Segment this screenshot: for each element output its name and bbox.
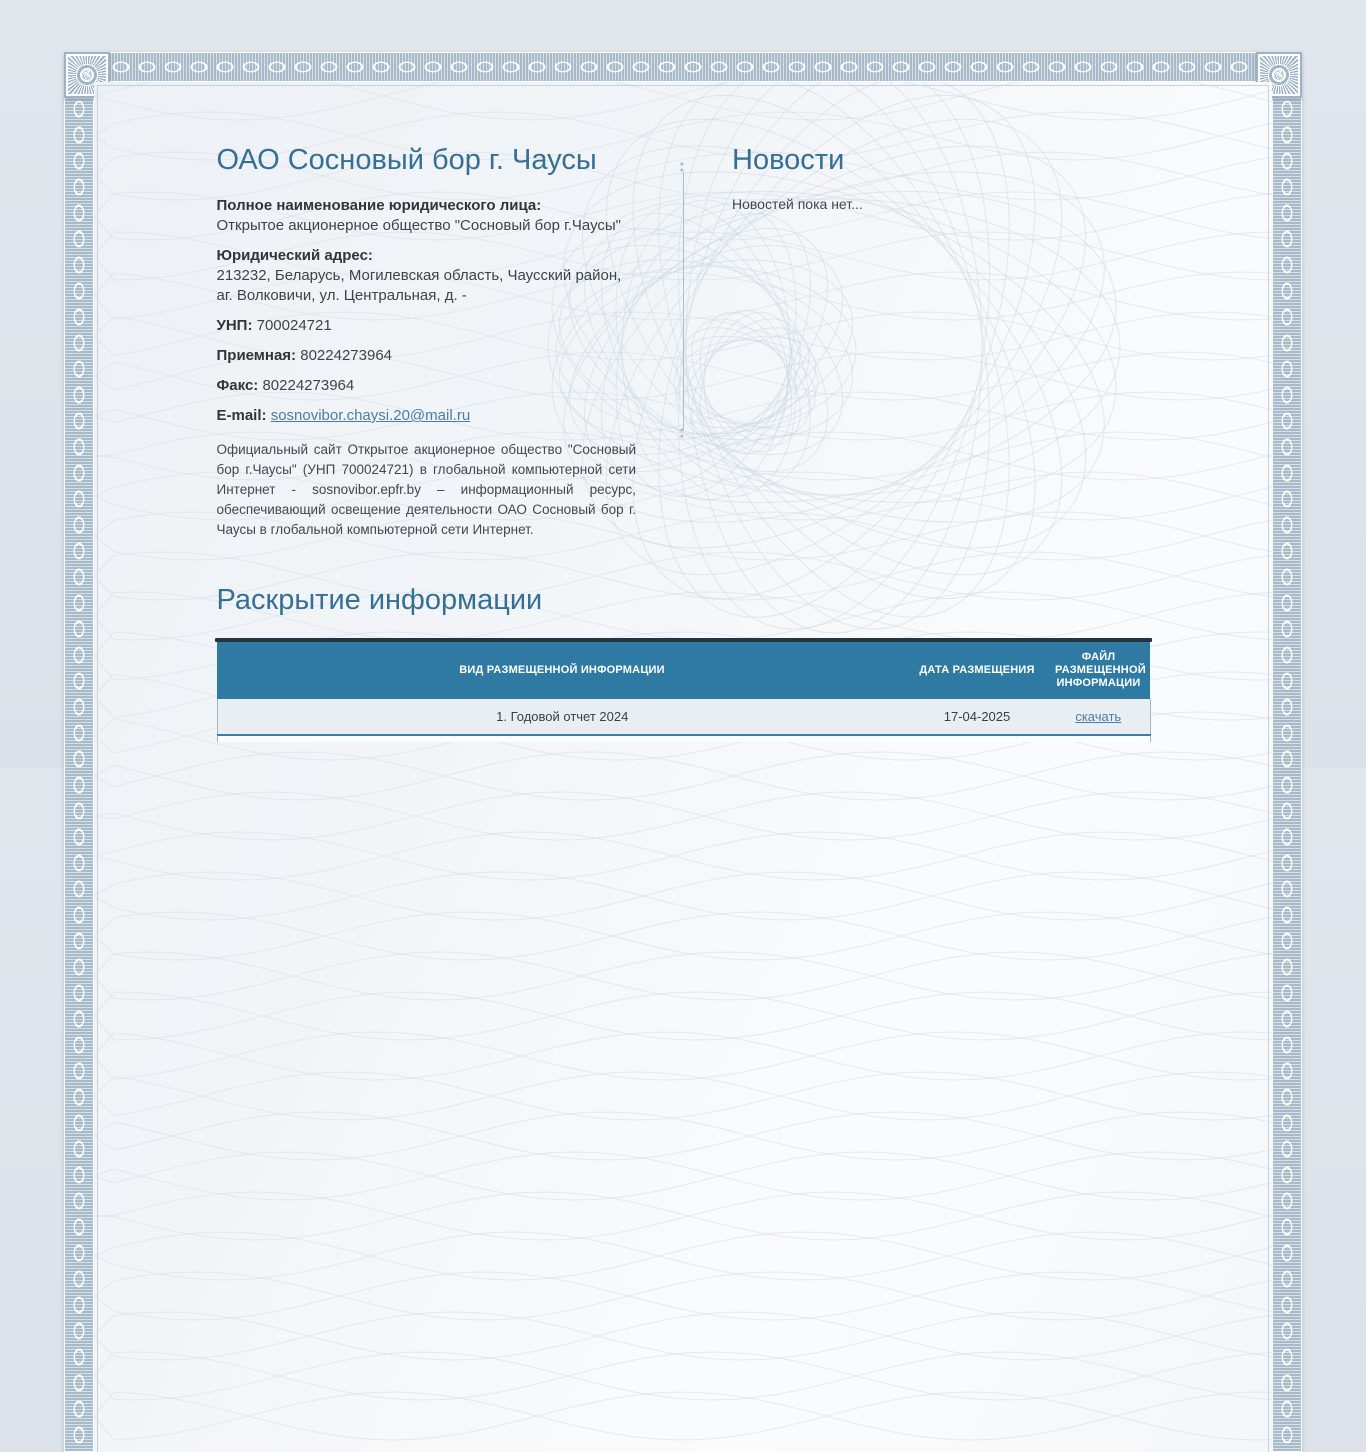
field-value: 80224273964 <box>262 377 355 394</box>
cell-info-type: 1. Годовой отчет 2024 <box>217 699 907 735</box>
field-label: E-mail: <box>216 407 267 424</box>
field-value: 80224273964 <box>300 347 392 364</box>
email-link[interactable]: sosnovibor.chaysi.20@mail.ru <box>270 407 471 424</box>
cell-date: 17-04-2025 <box>907 699 1047 735</box>
field-value: 213232, Беларусь, Могилевская область, Чаусский район, аг. Волковичи, ул. Центральная, д. - <box>216 267 622 304</box>
company-phone-field <box>217 346 637 366</box>
cell-file <box>1047 699 1150 735</box>
column-header-info-type: ВИД РАЗМЕЩЕННОЙ ИНФОРМАЦИИ <box>217 642 907 699</box>
certificate-frame <box>64 52 1302 1452</box>
field-label: Полное наименование юридического лица: <box>216 197 542 214</box>
company-info-section <box>217 144 637 540</box>
company-fullname-field <box>217 196 637 236</box>
table-header-row <box>217 642 1150 699</box>
company-email-field <box>217 406 637 426</box>
news-empty-message: Новостей пока нет... <box>732 196 863 212</box>
field-label: УНП: <box>216 317 253 334</box>
news-title: Новости <box>732 144 845 176</box>
field-label: Факс: <box>216 377 259 394</box>
table-row-partial <box>217 735 1150 742</box>
field-label: Юридический адрес: <box>216 247 373 264</box>
frame-border-left <box>64 96 94 1452</box>
table-row <box>217 699 1150 735</box>
field-value: 700024721 <box>256 317 332 334</box>
page-title: ОАО Сосновый бор г. Чаусы <box>216 144 597 176</box>
field-label: Приемная: <box>216 347 297 364</box>
download-link[interactable]: скачать <box>1075 709 1122 724</box>
company-address-field <box>217 246 637 306</box>
company-fax-field <box>217 376 637 396</box>
page-body <box>94 82 1272 1452</box>
field-value: Открытое акционерное общество "Сосновый бор г.Чаусы" <box>216 217 622 234</box>
column-divider-ornament <box>683 172 684 430</box>
company-unp-field <box>217 316 637 336</box>
site-description: Официальный сайт Открытое акционерное общество "Сосновый бор г.Чаусы" (УНП 700024721) в глобальной компьютерной сети Интернет - sosnovibor.epfr.by – информационный ресурс, обеспечивающий освещение деятельности ОАО Сосновый бор г. Чаусы в глобальной компьютерной сети Интернет. <box>216 442 636 537</box>
disclosure-table-wrap <box>217 638 1150 742</box>
column-header-file: ФАЙЛ РАЗМЕЩЕННОЙ ИНФОРМАЦИИ <box>1047 642 1150 699</box>
news-section <box>732 144 1150 540</box>
column-header-date: ДАТА РАЗМЕЩЕНИЯ <box>907 642 1047 699</box>
disclosure-table <box>217 642 1151 742</box>
frame-border-right <box>1272 96 1302 1452</box>
frame-border-top <box>108 52 1258 82</box>
disclosure-title: Раскрытие информации <box>216 584 543 616</box>
